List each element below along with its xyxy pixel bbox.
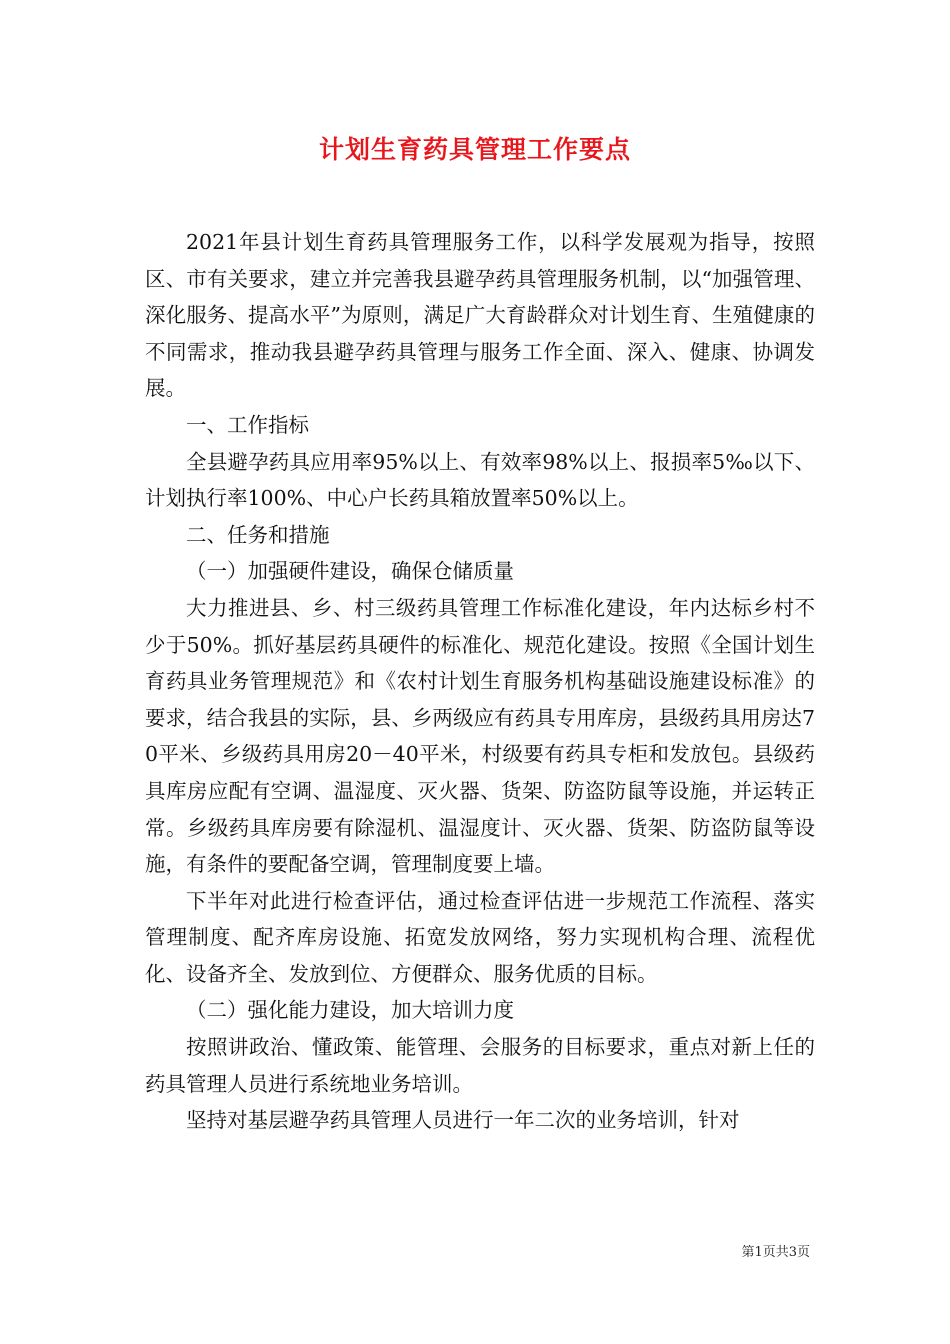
page-number: 第1页共3页 (741, 1245, 810, 1260)
document-title: 计划生育药具管理工作要点 (318, 135, 631, 164)
paragraph-training-new-staff: 按照讲政治、懂政策、能管理、会服务的目标要求，重点对新上任的药具管理人员进行系统地业务培训。 (145, 1035, 815, 1096)
section-heading-tasks-measures: 二、任务和措施 (186, 522, 330, 547)
section-heading-work-targets: 一、工作指标 (186, 412, 309, 437)
document-body (145, 224, 815, 1139)
paragraph-targets: 全县避孕药具应用率95%以上、有效率98%以上、报损率5‰以下、计划执行率100%、中心户长药具箱放置率50%以上。 (145, 449, 815, 511)
paragraph-intro: 2021年县计划生育药具管理服务工作，以科学发展观为指导，按照区、市有关要求，建立并完善我县避孕药具管理服务机制，以“加强管理、深化服务、提高水平”为原则，满足广大育龄群众对计划生育、生殖健康的不同需求，推动我县避孕药具管理与服务工作全面、深入、健康、协调发展。 (145, 230, 815, 401)
paragraph-hardware: 大力推进县、乡、村三级药具管理工作标准化建设，年内达标乡村不少于50%。抓好基层药具硬件的标准化、规范化建设。按照《全国计划生育药具业务管理规范》和《农村计划生育服务机构基础设施建设标准》的要求，结合我县的实际，县、乡两级应有药具专用库房，县级药具用房达70平米、乡级药具用房20－40平米，村级要有药具专柜和发放包。县级药具库房应配有空调、温湿度、灭火器、货架、防盗防鼠等设施，并运转正常。乡级药具库房要有除湿机、温湿度计、灭火器、货架、防盗防鼠等设施，有条件的要配备空调，管理制度要上墙。 (145, 595, 815, 877)
paragraph-inspection: 下半年对此进行检查评估，通过检查评估进一步规范工作流程、落实管理制度、配齐库房设施、拓宽发放网络，努力实现机构合理、流程优化、设备齐全、发放到位、方便群众、服务优质的目标。 (145, 888, 815, 986)
paragraph-training-grassroots: 坚持对基层避孕药具管理人员进行一年二次的业务培训，针对 (186, 1108, 740, 1133)
subsection-heading-hardware: （一）加强硬件建设，确保仓储质量 (186, 559, 514, 584)
subsection-heading-capacity: （二）强化能力建设，加大培训力度 (186, 998, 514, 1023)
